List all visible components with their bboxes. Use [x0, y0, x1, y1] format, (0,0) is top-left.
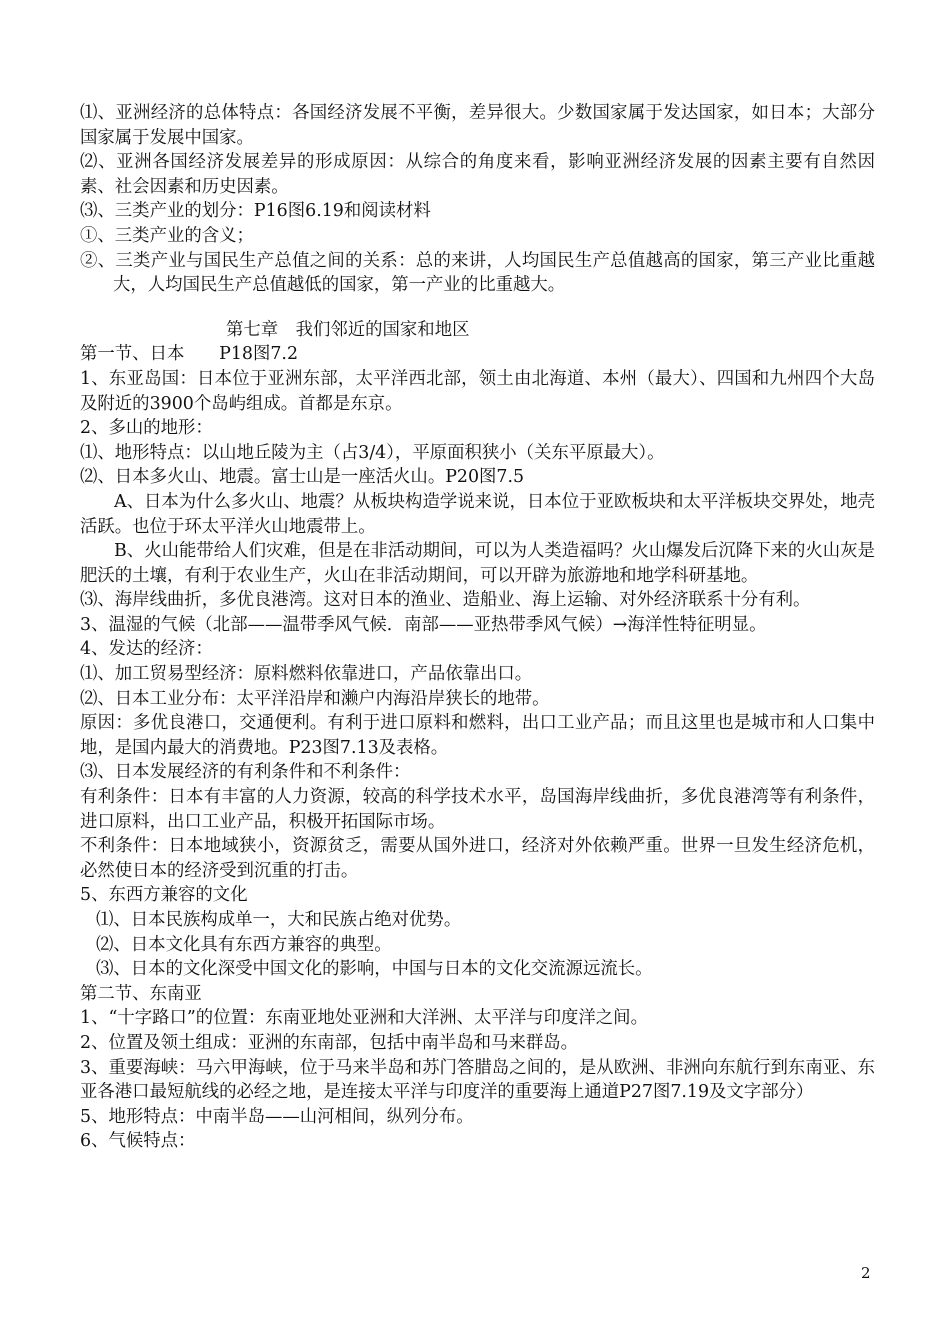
paragraph: 原因：多优良港口，交通便利。有利于进口原料和燃料，出口工业产品；而且这里也是城市和人口集中地，是国内最大的消费地。P23图7.13及表格。 [80, 713, 875, 758]
paragraph: 3、温湿的气候（北部——温带季风气候．南部——亚热带季风气候）→海洋性特征明显。 [80, 614, 767, 635]
paragraph: ⑵、日本工业分布：太平洋沿岸和濑户内海沿岸狭长的地带。 [80, 688, 550, 709]
paragraph: 1、“十字路口”的位置：东南亚地处亚洲和大洋洲、太平洋与印度洋之间。 [80, 1008, 648, 1029]
paragraph: B、火山能带给人们灾难，但是在非活动期间，可以为人类造福吗？火山爆发后沉降下来的火山灰是肥沃的土壤，有利于农业生产，火山在非活动期间，可以开辟为旅游地和地学科研基地。 [80, 541, 875, 586]
paragraph: ⑶、日本发展经济的有利条件和不利条件： [80, 762, 411, 783]
paragraph: ⑵、亚洲各国经济发展差异的形成原因：从综合的角度来看，影响亚洲经济发展的因素主要有自然因素、社会因素和历史因素。 [80, 152, 875, 197]
paragraph: ⑴、地形特点：以山地丘陵为主（占3/4），平原面积狭小（关东平原最大）。 [80, 442, 665, 463]
section-heading: 第二节、东南亚 [80, 983, 202, 1004]
paragraph: A、日本为什么多火山、地震？从板块构造学说来说，日本位于亚欧板块和太平洋板块交界处，地壳活跃。也位于环太平洋火山地震带上。 [80, 491, 875, 537]
chapter-title: 第七章 我们邻近的国家和地区 [226, 319, 470, 340]
paragraph: ⑴、亚洲经济的总体特点：各国经济发展不平衡，差异很大。少数国家属于发达国家，如日本；大部分国家属于发展中国家。 [80, 103, 875, 148]
paragraph: ⑵、日本多火山、地震。富士山是一座活火山。P20图7.5 [80, 467, 525, 488]
paragraph: 有利条件：日本有丰富的人力资源，较高的科学技术水平，岛国海岸线曲折，多优良港湾等有利条件，进口原料，出口工业产品，积极开拓国际市场。 [80, 787, 875, 832]
paragraph: 5、东西方兼容的文化 [80, 885, 248, 906]
paragraph: ①、三类产业的含义； [80, 225, 254, 246]
paragraph: ⑴、加工贸易型经济：原料燃料依靠进口，产品依靠出口。 [80, 664, 533, 685]
paragraph: ⑶、三类产业的划分：P16图6.19和阅读材料 [80, 201, 431, 222]
paragraph: 1、东亚岛国：日本位于亚洲东部，太平洋西北部，领土由北海道、本州（最大）、四国和九州四个大岛及附近的3900个岛屿组成。首都是东京。 [80, 368, 875, 414]
document-body [80, 101, 875, 1154]
section-heading: 第一节、日本 P18图7.2 [80, 344, 299, 365]
paragraph: ⑶、海岸线曲折，多优良港湾。这对日本的渔业、造船业、海上运输、对外经济联系十分有利。 [80, 590, 811, 611]
paragraph: ②、三类产业与国民生产总值之间的关系：总的来讲，人均国民生产总值越高的国家，第三产业比重越大，人均国民生产总值越低的国家，第一产业的比重越大。 [80, 250, 875, 296]
paragraph: 2、多山的地形： [80, 418, 213, 439]
paragraph: 5、地形特点：中南半岛——山河相间，纵列分布。 [80, 1106, 474, 1127]
paragraph: ⑴、日本民族构成单一，大和民族占绝对优势。 [96, 910, 462, 930]
paragraph: 6、气候特点： [80, 1131, 196, 1152]
paragraph: ⑶、日本的文化深受中国文化的影响，中国与日本的文化交流源远流长。 [96, 959, 653, 980]
page-number: 2 [861, 1264, 871, 1282]
paragraph: 2、位置及领土组成：亚洲的东南部，包括中南半岛和马来群岛。 [80, 1032, 579, 1053]
paragraph: 不利条件：日本地域狭小，资源贫乏，需要从国外进口，经济对外依赖严重。世界一旦发生经济危机，必然使日本的经济受到沉重的打击。 [80, 836, 875, 881]
paragraph: ⑵、日本文化具有东西方兼容的典型。 [96, 934, 392, 955]
paragraph: 3、重要海峡：马六甲海峡，位于马来半岛和苏门答腊岛之间的，是从欧洲、非洲向东航行到东南亚、东亚各港口最短航线的必经之地，是连接太平洋与印度洋的重要海上通道P27图7.19及文字部分） [80, 1057, 875, 1103]
paragraph: 4、发达的经济： [80, 639, 213, 660]
